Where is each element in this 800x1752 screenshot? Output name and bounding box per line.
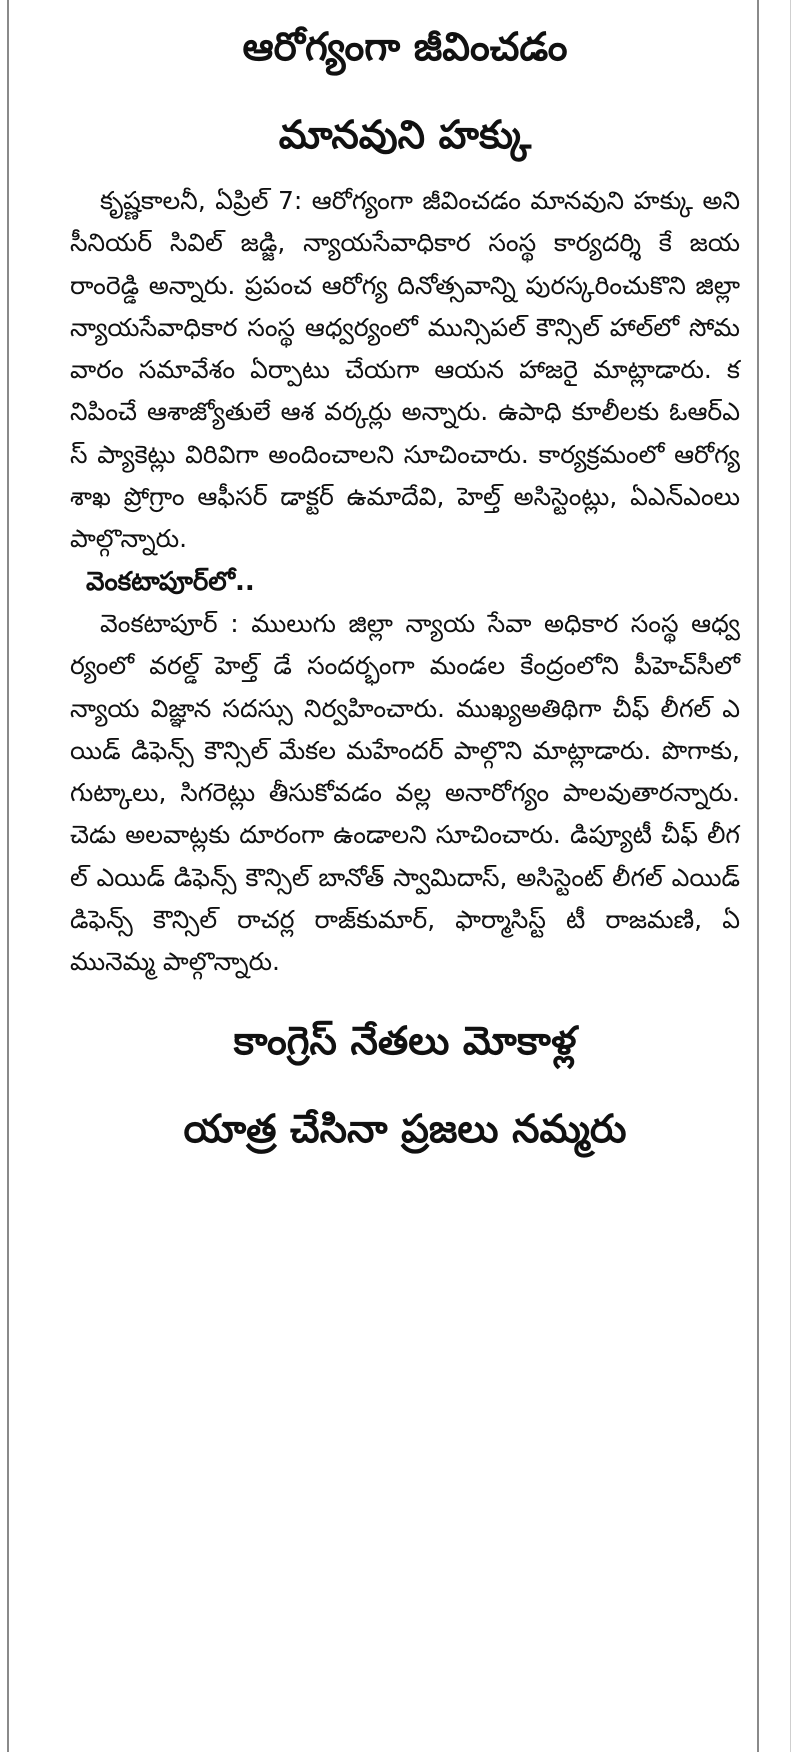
column-rule-right-faint — [790, 0, 791, 1752]
article-body-paragraph: కృష్ణకాలనీ, ఏప్రిల్ 7: ఆరోగ్యంగా జీవించడం మానవుని హక్కు అని సీనియర్ సివిల్ జడ్జి, న్యాయసేవాధికార సంస్థ కార్యదర్శి కే జయరాంరెడ్డి అన్నారు. ప్రపంచ ఆరోగ్య దినోత్సవాన్ని పురస్కరించుకొని జిల్లా న్యాయసేవాధికార సంస్థ ఆధ్వర్యంలో మున్సిపల్ కౌన్సిల్ హాల్‌లో సోమవారం సమావేశం ఏర్పాటు చేయగా ఆయన హాజరై మాట్లాడారు. కనిపించే ఆశాజ్యోతులే ఆశ వర్కర్లు అన్నారు. ఉపాధి కూలీలకు ఓఆర్ఎస్ ప్యాకెట్లు విరివిగా అందించాలని సూచించారు. కార్యక్రమంలో ఆరోగ్య శాఖ ప్రోగ్రాం ఆఫీసర్ డాక్టర్ ఉమాదేవి, హెల్త్ అసిస్టెంట్లు, ఏఎన్ఎంలు పాల్గొన్నారు. — [70, 186, 740, 554]
article-health-rights — [70, 4, 740, 984]
news-column — [70, 0, 740, 1174]
article-congress-leaders — [70, 998, 740, 1174]
article-2-headline-line-2: యాత్ర చేసినా ప్రజలు నమ్మరు — [183, 1106, 627, 1152]
article-2-headline-line-1: కాంగ్రెస్ నేతలు మోకాళ్ల — [233, 1018, 577, 1064]
column-rule-right — [757, 0, 759, 1752]
article-headline-line-1: ఆరోగ్యంగా జీవించడం — [242, 25, 568, 70]
article-headline-line-2: మానవుని హక్కు — [278, 113, 532, 158]
article-subheading: వెంకటాపూర్‌లో.. — [86, 566, 255, 597]
column-rule-left — [7, 0, 9, 1752]
article-body-paragraph-2: వెంకటాపూర్ : ములుగు జిల్లా న్యాయ సేవా అధికార సంస్థ ఆధ్వర్యంలో వరల్డ్ హెల్త్ డే సందర్భంగా మండల కేంద్రంలోని పీహెచ్‌సీలో న్యాయ విజ్ఞాన సదస్సు నిర్వహించారు. ముఖ్యఅతిథిగా చీఫ్ లీగల్ ఎయిడ్ డిఫెన్స్ కౌన్సిల్ మేకల మహేందర్ పాల్గొని మాట్లాడారు. పొగాకు, గుట్కాలు, సిగరెట్లు తీసుకోవడం వల్ల అనారోగ్యం పాలవుతారన్నారు. చెడు అలవాట్లకు దూరంగా ఉండాలని సూచించారు. డిప్యూటీ చీఫ్ లీగల్ ఎయిడ్ డిఫెన్స్ కౌన్సిల్ బానోత్ స్వామిదాస్, అసిస్టెంట్ లీగల్ ఎయిడ్ డిఫెన్స్ కౌన్సిల్ రాచర్ల రాజ్‌కుమార్, ఫార్మాసిస్ట్ టీ రాజమణి, ఏ మునెమ్మ పాల్గొన్నారు. — [70, 608, 740, 977]
